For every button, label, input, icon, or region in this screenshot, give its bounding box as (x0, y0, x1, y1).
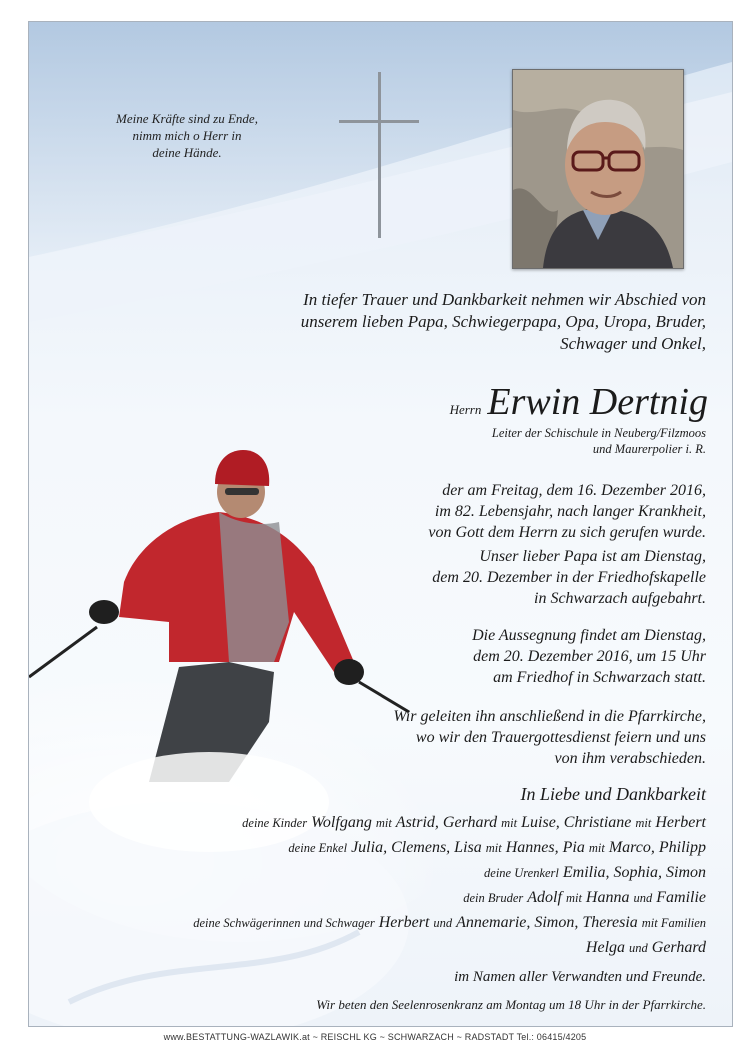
family-name: Hanna (585, 889, 630, 906)
family-name: Emilia, Sophia, Simon (562, 864, 706, 881)
family-name: Hannes, Pia (505, 839, 585, 856)
relation-label: dein Bruder (463, 891, 524, 905)
intro-text (236, 289, 706, 355)
death-notice (326, 480, 706, 543)
portrait-photo (512, 69, 684, 269)
connector: mit (375, 816, 392, 830)
relation-label: deine Kinder (242, 816, 308, 830)
verse (87, 110, 287, 161)
paragraph-line: von Gott dem Herrn zu sich gerufen wurde. (428, 524, 706, 541)
family-great-grandchildren (46, 864, 706, 882)
verse-line: nimm mich o Herr in (132, 128, 242, 143)
mass-notice (326, 706, 706, 769)
intro-line: Schwager und Onkel, (560, 334, 706, 353)
obituary-card (28, 21, 733, 1027)
rosary-notice: Wir beten den Seelenrosenkranz am Montag um 18 Uhr in der Pfarrkirche. (316, 997, 706, 1012)
family-name: Annemarie, Simon, Theresia (456, 914, 638, 931)
connector: mit (501, 816, 518, 830)
role-line: und Maurerpolier i. R. (592, 442, 706, 456)
deceased-role (406, 425, 706, 457)
relation-label: deine Enkel (288, 841, 348, 855)
cross-icon (378, 72, 381, 238)
family-name: Familie (656, 889, 706, 906)
salutation: Herrn (449, 402, 482, 417)
connector: und (629, 941, 648, 955)
laying-out-notice (326, 546, 706, 609)
family-name: Herbert (378, 914, 430, 931)
family-name: Luise, Christiane (521, 814, 632, 831)
family-name: Gerhard (651, 939, 706, 956)
paragraph-line: am Friedhof in Schwarzach statt. (493, 669, 706, 686)
dankbarkeit-heading: In Liebe und Dankbarkeit (520, 784, 706, 804)
relation-label: deine Schwägerinnen und Schwager (193, 916, 375, 930)
family-name: Julia, Clemens, Lisa (351, 839, 482, 856)
family-in-laws (46, 914, 706, 932)
on-behalf-line: im Namen aller Verwandten und Freunde. (454, 969, 706, 985)
cross-icon-bar (339, 120, 419, 123)
connector: mit (565, 891, 582, 905)
paragraph-line: wo wir den Trauergottesdienst feiern und uns (415, 729, 706, 746)
family-name: Herbert (655, 814, 706, 831)
paragraph-line: in Schwarzach aufgebahrt. (534, 590, 706, 607)
deceased-name: Erwin Dertnig (487, 381, 708, 423)
family-name: Helga (585, 939, 626, 956)
verse-line: deine Hände. (152, 145, 222, 160)
family-name: Astrid, Gerhard (395, 814, 498, 831)
intro-line: unserem lieben Papa, Schwiegerpapa, Opa, Uropa, Bruder, (300, 312, 706, 331)
connector: mit (485, 841, 502, 855)
family-name: Adolf (527, 889, 562, 906)
connector: und (633, 891, 653, 905)
paragraph-line: im 82. Lebensjahr, nach langer Krankheit, (434, 503, 706, 520)
footer-imprint: www.BESTATTUNG-WAZLAWIK.at ~ REISCHL KG ~ SCHWARZACH ~ RADSTADT Tel.: 06415/4205 (163, 1032, 587, 1042)
family-name: Marco, Philipp (608, 839, 706, 856)
family-name: Wolfgang (311, 814, 372, 831)
paragraph-line: Unser lieber Papa ist am Dienstag, (479, 548, 706, 565)
paragraph-line: dem 20. Dezember in der Friedhofskapelle (432, 569, 706, 586)
connector: mit Familien (641, 916, 706, 930)
connector: und (433, 916, 453, 930)
paragraph-line: der am Freitag, dem 16. Dezember 2016, (442, 482, 706, 499)
family-grandchildren (46, 839, 706, 857)
verse-line: Meine Kräfte sind zu Ende, (116, 111, 258, 126)
intro-line: In tiefer Trauer und Dankbarkeit nehmen wir Abschied von (303, 290, 706, 309)
paragraph-line: dem 20. Dezember 2016, um 15 Uhr (473, 648, 706, 665)
relation-label: deine Urenkerl (484, 866, 559, 880)
blessing-notice (326, 625, 706, 688)
paragraph-line: von ihm verabschieden. (554, 750, 706, 767)
family-brother (46, 889, 706, 907)
family-children (46, 814, 706, 832)
connector: mit (588, 841, 605, 855)
family-in-laws-2 (46, 939, 706, 957)
deceased-name-line (450, 380, 708, 424)
role-line: Leiter der Schischule in Neuberg/Filzmoos (491, 426, 706, 440)
connector: mit (635, 816, 652, 830)
paragraph-line: Die Aussegnung findet am Dienstag, (472, 627, 706, 644)
paragraph-line: Wir geleiten ihn anschließend in die Pfarrkirche, (393, 708, 706, 725)
